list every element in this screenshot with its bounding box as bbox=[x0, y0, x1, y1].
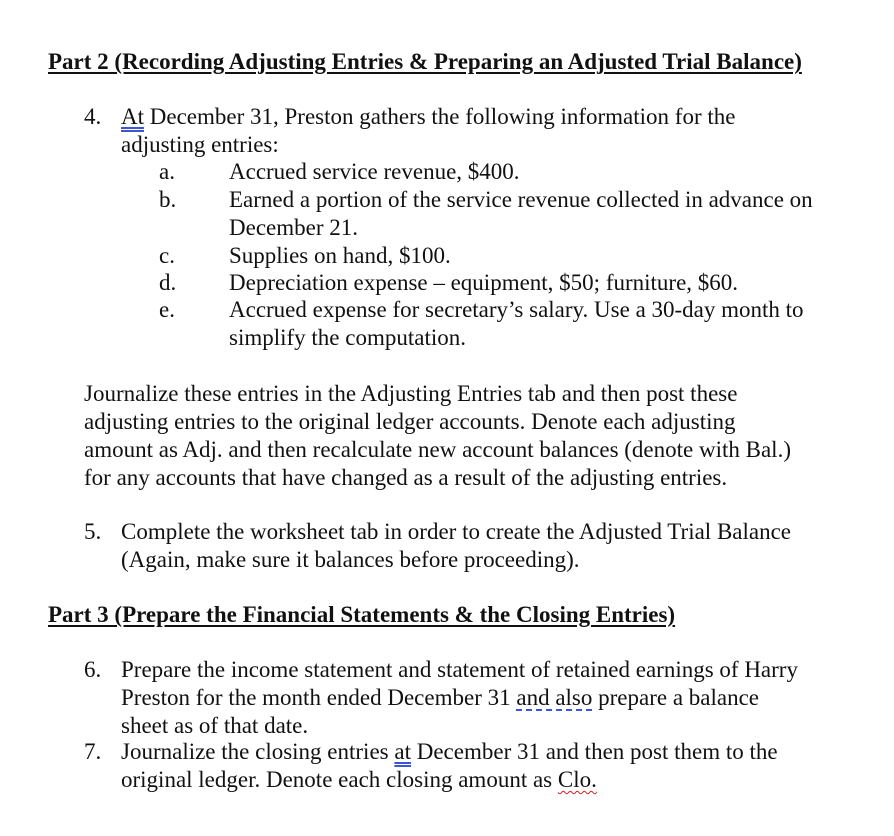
item7-spelling-mark[interactable]: Clo. bbox=[557, 767, 597, 792]
journalize-line: for any accounts that have changed as a result of the adjusting entries. bbox=[84, 465, 728, 490]
item6-line2 bbox=[121, 684, 759, 712]
item7-number: 7. bbox=[84, 739, 102, 764]
item6-line1: Prepare the income statement and statement of retained earnings of Harry bbox=[121, 657, 798, 682]
item6-line2-start: Preston for the month ended December 31 bbox=[121, 685, 517, 710]
item7-line2 bbox=[121, 766, 597, 794]
subitem-text: Accrued service revenue, $400. bbox=[229, 159, 520, 184]
subitem-text: Earned a portion of the service revenue collected in advance on bbox=[229, 187, 813, 212]
item6-line3: sheet as of that date. bbox=[121, 713, 309, 738]
subitem-letter: a. bbox=[159, 159, 175, 184]
item4-number: 4. bbox=[84, 104, 102, 129]
item7-line1-end: December 31 and then post them to the bbox=[410, 739, 778, 764]
item4-line1 bbox=[121, 103, 735, 131]
item7-line2-start: original ledger. Denote each closing amount as bbox=[121, 767, 558, 792]
journalize-line: adjusting entries to the original ledger accounts. Denote each adjusting bbox=[84, 409, 736, 434]
item7-line1 bbox=[121, 738, 778, 766]
subitem-text: simplify the computation. bbox=[229, 325, 466, 350]
subitem-letter: e. bbox=[159, 297, 175, 322]
subitem-letter: c. bbox=[159, 243, 175, 268]
subitem-text: Accrued expense for secretary’s salary. Use a 30-day month to bbox=[229, 297, 804, 322]
subitem-letter: d. bbox=[159, 270, 177, 295]
item6-grammar-mark[interactable]: and also bbox=[516, 685, 593, 710]
item4-grammar-mark[interactable]: At bbox=[121, 104, 144, 129]
item7-line1-start: Journalize the closing entries bbox=[121, 739, 395, 764]
item4-line1-text: December 31, Preston gathers the following information for the bbox=[144, 104, 736, 129]
item4-line2: adjusting entries: bbox=[121, 132, 279, 157]
item7-grammar-mark[interactable]: at bbox=[394, 739, 411, 764]
subitem-text: December 21. bbox=[229, 215, 358, 240]
item5-number: 5. bbox=[84, 519, 102, 544]
item5-line: Complete the worksheet tab in order to create the Adjusted Trial Balance bbox=[121, 519, 792, 544]
item5-line: (Again, make sure it balances before proceeding). bbox=[121, 547, 580, 572]
item6-number: 6. bbox=[84, 657, 102, 682]
part3-heading: Part 3 (Prepare the Financial Statements & the Closing Entries) bbox=[48, 602, 676, 627]
subitem-text: Depreciation expense – equipment, $50; furniture, $60. bbox=[229, 270, 739, 295]
item6-line2-end: prepare a balance bbox=[592, 685, 760, 710]
subitem-letter: b. bbox=[159, 187, 177, 212]
subitem-text: Supplies on hand, $100. bbox=[229, 243, 451, 268]
journalize-line: Journalize these entries in the Adjusting Entries tab and then post these bbox=[84, 381, 738, 406]
part2-heading: Part 2 (Recording Adjusting Entries & Preparing an Adjusted Trial Balance) bbox=[48, 49, 802, 74]
journalize-line: amount as Adj. and then recalculate new account balances (denote with Bal.) bbox=[84, 437, 791, 462]
